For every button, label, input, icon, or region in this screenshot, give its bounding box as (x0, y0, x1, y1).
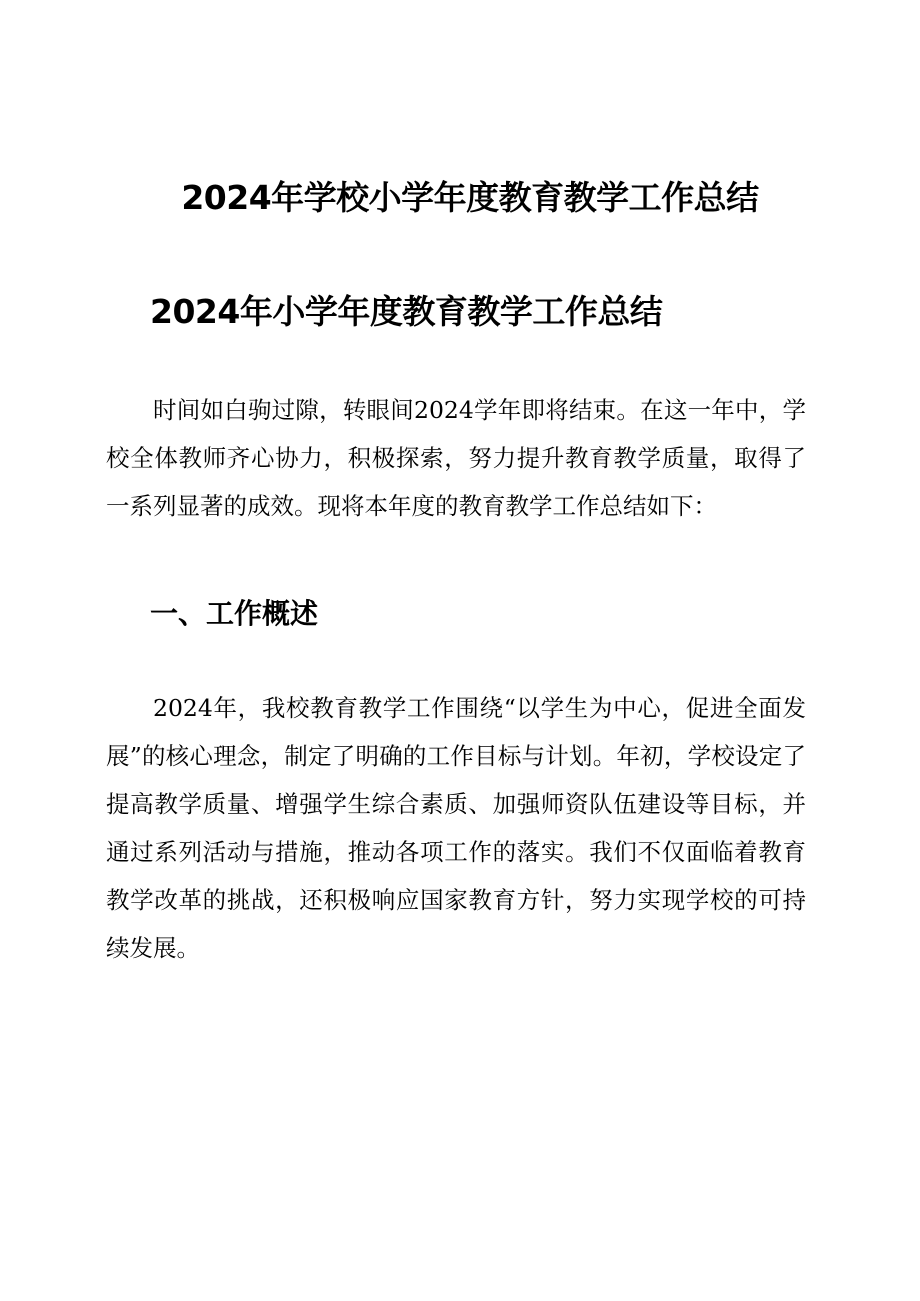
document-subtitle: 2024年小学年度教育教学工作总结 (150, 292, 663, 331)
section-paragraph-overview: 2024年，我校教育教学工作围绕“以学生为中心，促进全面发展”的核心理念，制定了明确的工作目标与计划。年初，学校设定了提高教学质量、增强学生综合素质、加强师资队伍建设等目标，并通过系列活动与措施，推动各项工作的落实。我们不仅面临着教育教学改革的挑战，还积极响应国家教育方针，努力实现学校的可持续发展。 (106, 694, 806, 962)
document-title: 2024年学校小学年度教育教学工作总结 (181, 178, 759, 217)
section-heading-overview: 一、工作概述 (150, 597, 319, 630)
intro-paragraph: 时间如白驹过隙，转眼间2024学年即将结束。在这一年中，学校全体教师齐心协力，积极探索，努力提升教育教学质量，取得了一系列显著的成效。现将本年度的教育教学工作总结如下： (106, 396, 806, 520)
